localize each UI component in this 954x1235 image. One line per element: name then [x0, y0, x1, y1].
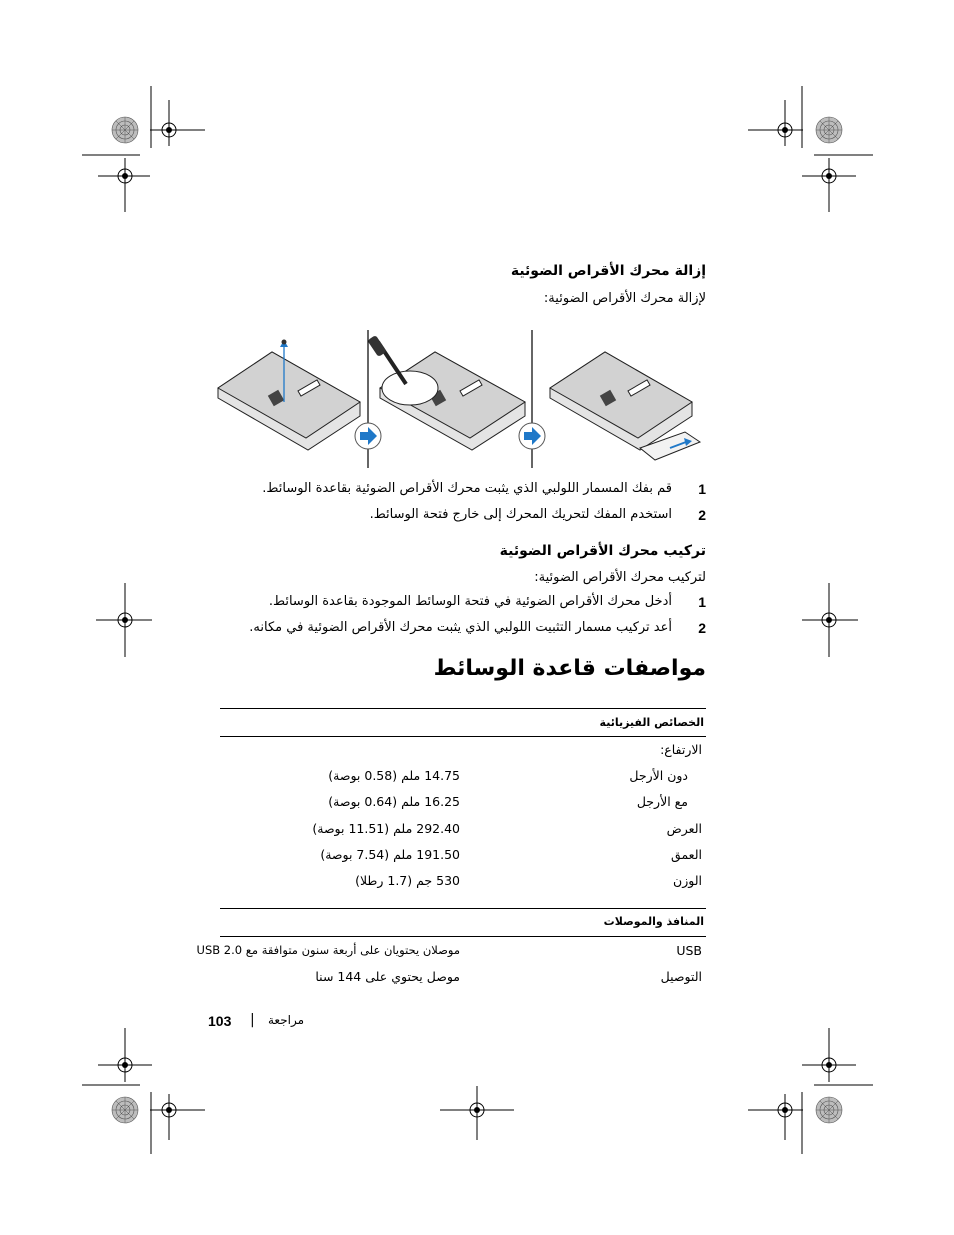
spec-value: 16.25 ملم (0.64 بوصة) — [328, 794, 460, 809]
step-number: 1 — [698, 594, 706, 610]
step-number: 1 — [698, 481, 706, 497]
install-drive-intro: لتركيب محرك الأقراص الضوئية: — [534, 570, 706, 585]
page-number: 103 — [208, 1013, 232, 1029]
spec-value: 292.40 ملم (11.51 بوصة) — [312, 821, 460, 836]
height-label: الارتفاع: — [660, 742, 702, 757]
media-base-image-2 — [367, 335, 525, 450]
ports-section-header: المنافذ والموصلات — [603, 915, 704, 928]
physical-section-header: الخصائص الفيزيائية — [599, 716, 704, 729]
spec-value: موصلان يحتويان على أربعة سنون متوافقة مع USB 2.0 — [196, 943, 460, 957]
install-step-1 — [226, 594, 706, 614]
spec-value: موصل يحتوي على 144 سنا — [315, 969, 460, 984]
remove-step-1 — [226, 481, 706, 501]
table-top-rule — [220, 708, 706, 709]
spec-value: 191.50 ملم (7.54 بوصة) — [320, 847, 460, 862]
step-text: أدخل محرك الأقراص الضوئية في فتحة الوسائط الموجودة بقاعدة الوسائط. — [268, 594, 672, 609]
step-text: أعد تركيب مسمار التثبيت اللولبي الذي يثبت محرك الأقراص الضوئية في مكانه. — [249, 620, 672, 635]
remove-drive-intro: لإزالة محرك الأقراص الضوئية: — [543, 291, 706, 306]
media-base-image-3 — [550, 352, 700, 460]
spec-label: التوصيل — [660, 969, 702, 984]
footer-separator: | — [250, 1012, 255, 1028]
spec-label: USB — [676, 943, 702, 958]
step-number: 2 — [698, 620, 706, 636]
remove-step-2 — [226, 507, 706, 527]
spec-label: مع الأرجل — [636, 794, 688, 809]
drive-removal-illustration — [210, 330, 710, 472]
spec-label: العرض — [666, 821, 702, 836]
spec-label: الوزن — [673, 873, 702, 888]
step-text: استخدم المفك لتحريك المحرك إلى خارج فتحة الوسائط. — [369, 507, 672, 522]
specs-title: مواصفات قاعدة الوسائط — [433, 656, 706, 681]
install-drive-heading: تركيب محرك الأقراص الضوئية — [499, 543, 706, 559]
step-arrow-icon-1 — [355, 423, 381, 449]
ports-header-rule — [220, 936, 706, 937]
step-number: 2 — [698, 507, 706, 523]
step-text: قم بفك المسمار اللولبي الذي يثبت محرك الأقراص الضوئية بقاعدة الوسائط. — [262, 481, 672, 496]
spec-value: 14.75 ملم (0.58 بوصة) — [328, 768, 460, 783]
install-step-2 — [226, 620, 706, 640]
ports-top-rule — [220, 908, 706, 909]
spec-label: العمق — [671, 847, 702, 862]
media-base-image-1 — [218, 340, 360, 451]
spec-label: دون الأرجل — [629, 768, 688, 783]
footer-label: مراجعة — [268, 1013, 305, 1027]
remove-drive-heading: إزالة محرك الأقراص الضوئية — [510, 263, 706, 279]
table-header-rule — [220, 736, 706, 737]
step-arrow-icon-2 — [519, 423, 545, 449]
spec-value: 530 جم (1.7 رطلا) — [355, 873, 460, 888]
